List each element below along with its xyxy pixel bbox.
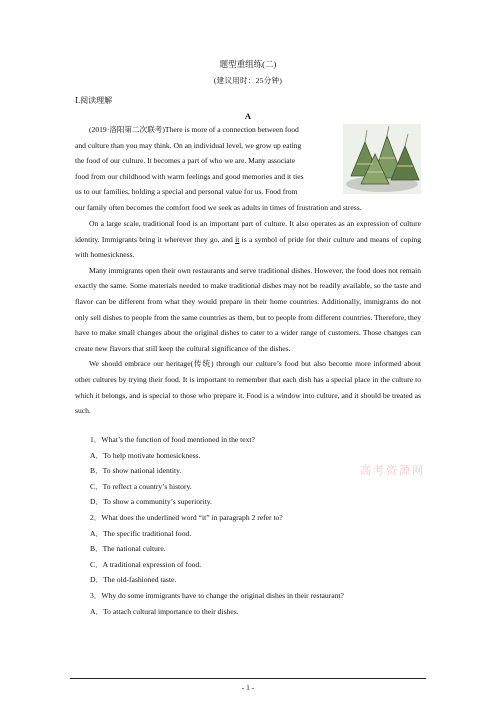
question-list (90, 432, 420, 619)
question-stem: 1．What’s the function of food mentioned in the text? (90, 435, 255, 444)
answer-option: A．To attach cultural importance to their dishes. (90, 606, 239, 616)
intro-line: and culture than you may think. On an individual level, we grow up eating (75, 140, 302, 150)
intro-line: us to our families, holding a special and personal value for us. Food from (75, 187, 298, 197)
question-stem: 3．Why do some immigrants have to change the original dishes in their restaurant? (90, 590, 344, 600)
question-stem: 2．What does the underlined word “it” in paragraph 2 refer to? (90, 512, 283, 522)
section-heading: Ⅰ.阅读理解 (75, 96, 113, 105)
passage-intro (75, 122, 337, 200)
watermark: 高考资源网 (360, 464, 425, 477)
answer-option: C．To reflect a country’s history. (90, 481, 192, 491)
intro-line: our family often becomes the comfort food we seek as adults in times of frustration and stress. (75, 203, 362, 212)
zongzi-illustration (343, 124, 421, 194)
footer-divider (70, 678, 426, 679)
paragraph-4: We should embrace our heritage(传统) through our culture’s food but also become more informed about other cultures by trying their food. It is important to remember that each dish has a special place in the culture to which it belongs, and is special to those who prepare it. Food is a window into culture, and it should be treated as such. (75, 359, 421, 416)
answer-option: B．The national culture. (90, 544, 166, 554)
intro-line: food from our childhood with warm feelings and good memories and it ties (75, 171, 304, 181)
intro-line: the food of our culture. It becomes a part of who we are. Many associate (75, 156, 296, 166)
answer-option: C．A traditional expression of food. (90, 559, 202, 569)
underlined-word: it (235, 234, 240, 244)
intro-line: (2019·洛阳第二次联考)There is more of a connection between food (89, 125, 299, 134)
answer-option: D．To show a community’s superiority. (90, 497, 212, 507)
paragraph-3: Many immigrants open their own restaurants and serve traditional dishes. However, the food does not remain exactly the same. Some materials needed to make traditional dishes may not be readily available, so the taste and flavor can be different from what they would prepare in their home countries. Additionally, immigrants do not only sell dishes to people from the same countries as them, but to people from different countries. Therefore, they have to make small changes about the original dishes to cater to a wider range of customers. Those changes can create new flavors that still keep the cultural significance of the dishes. (75, 265, 421, 353)
answer-option: B．To show national identity. (90, 466, 182, 476)
answer-option: A．To help motivate homesickness. (90, 450, 201, 460)
page-number: - 1 - (241, 683, 255, 692)
answer-option: A．The specific traditional food. (90, 528, 192, 538)
passage-label: A (244, 111, 252, 121)
passage-body (75, 216, 421, 419)
answer-option: D．The old-fashioned taste. (90, 575, 177, 585)
paragraph-2: On a large scale, traditional food is an important part of culture. It also operates as an expression of culture identity. Immigrants bring it wherever they go, and it is a symbol of pride for their culture and means of coping with homesickness. (75, 219, 421, 260)
zongzi-photo (343, 124, 421, 194)
time-suggestion: (建议用时：25分钟) (213, 76, 283, 85)
page-title: 题型重组练(二) (219, 59, 277, 69)
